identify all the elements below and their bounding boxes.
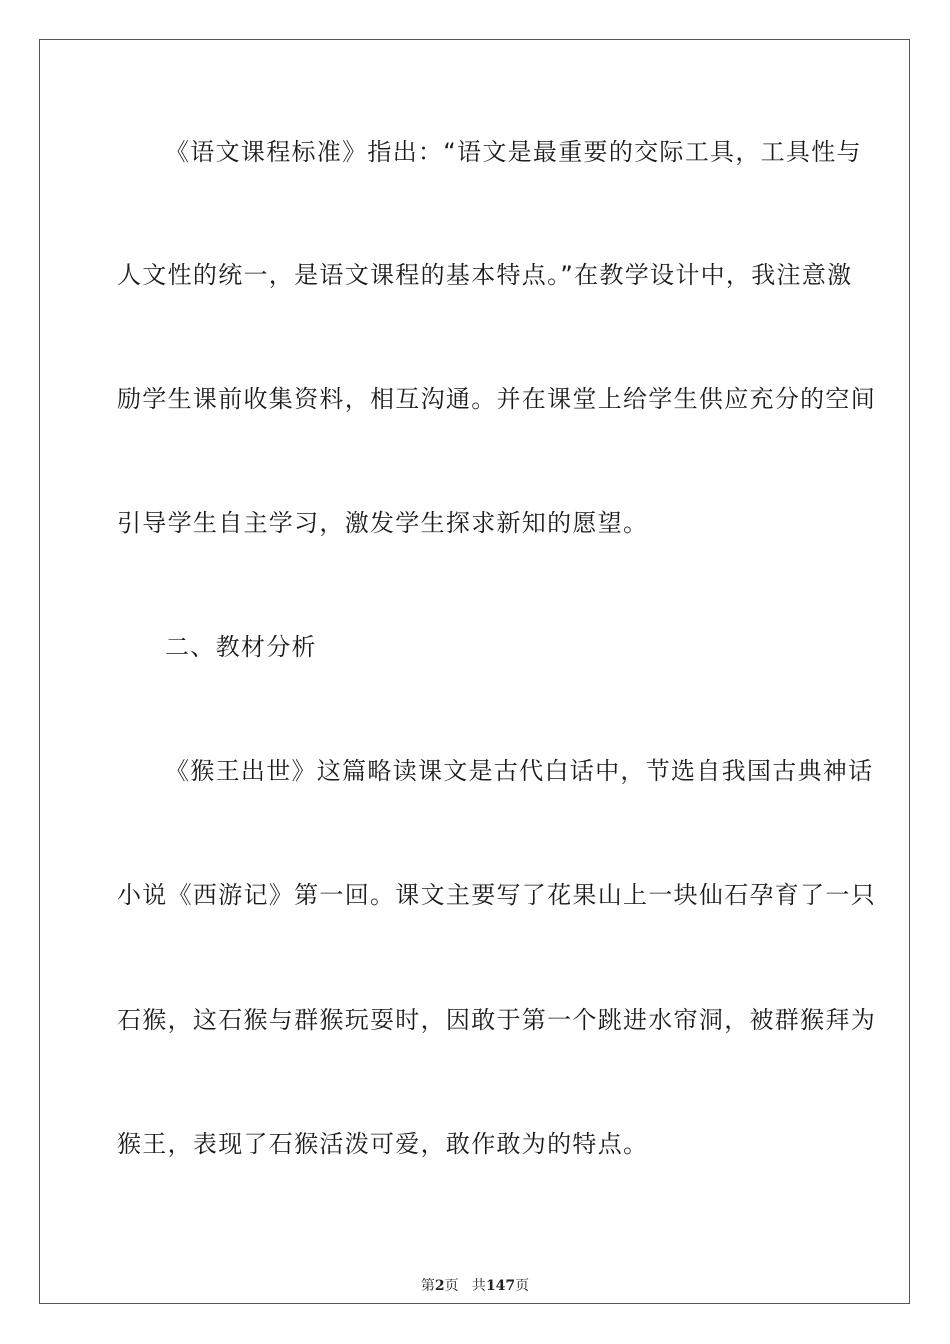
paragraph-2-line-3: 石猴，这石猴与群猴玩耍时，因敢于第一个跳进水帘洞，被群猴拜为: [117, 1006, 876, 1034]
paragraph-1-line-1: 《语文课程标准》指出：“语文是最重要的交际工具，工具性与: [165, 138, 862, 166]
paragraph-2-line-4: 猴王，表现了石猴活泼可爱，敢作敢为的特点。: [117, 1130, 649, 1158]
paragraph-1-line-3: 励学生课前收集资料，相互沟通。并在课堂上给学生供应充分的空间: [117, 385, 876, 413]
page-border: [39, 39, 910, 1304]
total-pages: 147: [485, 1278, 516, 1294]
paragraph-2-line-1: 《猴王出世》这篇略读课文是古代白话中，节选自我国古典神话: [165, 757, 874, 785]
page-number: 2: [434, 1278, 445, 1294]
section-heading: 二、教材分析: [165, 633, 317, 661]
page-prefix: 第: [420, 1278, 435, 1294]
page-suffix: 页 共: [444, 1278, 486, 1294]
paragraph-1-line-2: 人文性的统一，是语文课程的基本特点。”在教学设计中，我注意激: [117, 261, 853, 289]
page-footer: [0, 1277, 950, 1295]
paragraph-2-line-2: 小说《西游记》第一回。课文主要写了花果山上一块仙石孕育了一只: [117, 881, 876, 909]
paragraph-1-line-4: 引导学生自主学习，激发学生探求新知的愿望。: [117, 509, 649, 537]
total-suffix: 页: [515, 1278, 530, 1294]
